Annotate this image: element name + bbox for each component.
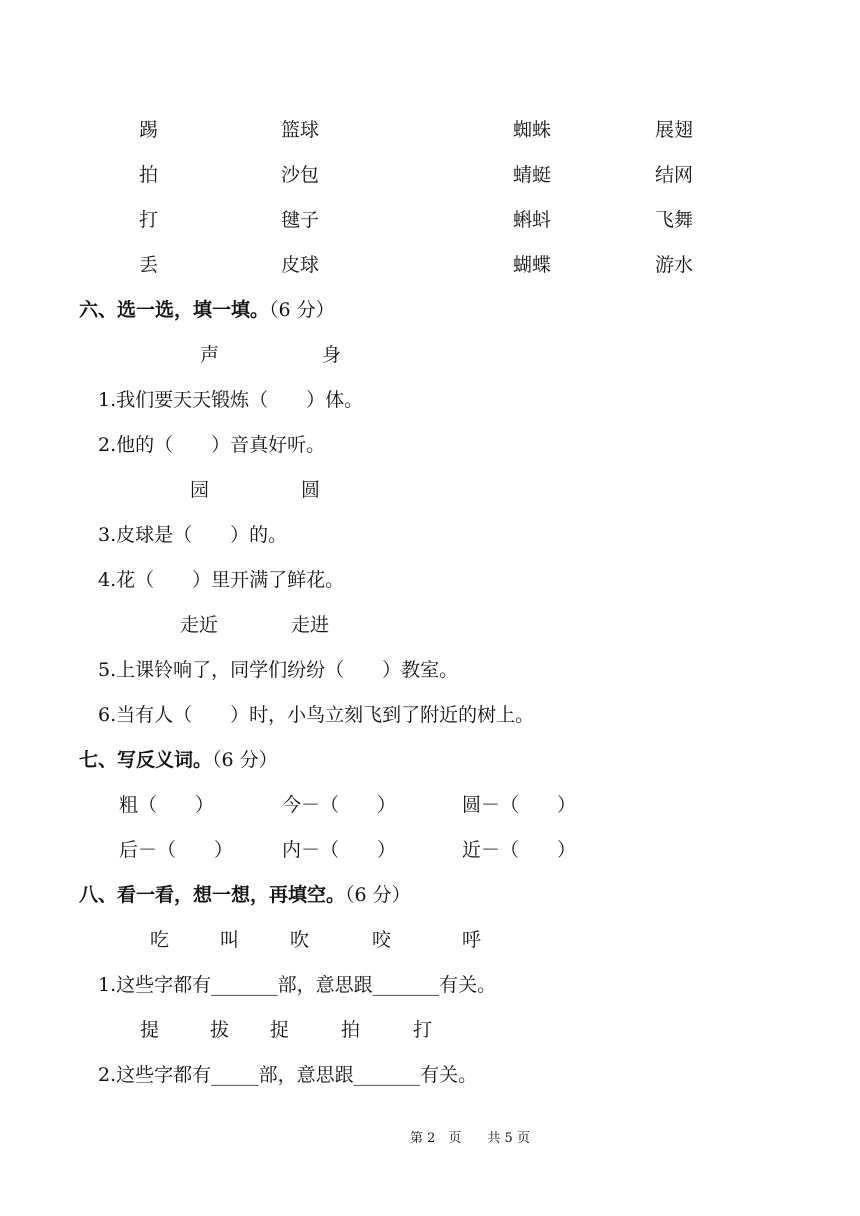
section6-title: 六、选一选，填一填。 — [79, 299, 270, 321]
mouth-radical-char: 叫 — [220, 929, 240, 951]
left-action-2: 拍 — [139, 164, 159, 186]
section8-title: 八、看一看，想一想，再填空。 — [79, 884, 346, 906]
left-object-4: 皮球 — [281, 254, 320, 276]
antonym-item: 后－（ ） — [119, 839, 234, 861]
section7-heading — [79, 745, 278, 772]
antonym-item: 粗（ ） — [119, 794, 215, 816]
antonym-item: 近－（ ） — [462, 839, 577, 861]
hand-radical-char: 打 — [413, 1019, 433, 1041]
section6-option-shen: 身 — [322, 344, 342, 366]
left-object-2: 沙包 — [281, 164, 320, 186]
section6-option-yuan2: 圆 — [301, 479, 321, 501]
section7-score: （6 分） — [212, 749, 278, 771]
right-action-3: 飞舞 — [655, 209, 694, 231]
section8-question-1: 1.这些字都有_______部，意思跟_______有关。 — [98, 974, 497, 996]
section6-heading — [79, 295, 335, 322]
hand-radical-char: 拔 — [210, 1019, 230, 1041]
left-object-3: 毽子 — [281, 209, 320, 231]
section6-question-5: 5.上课铃响了，同学们纷纷（ ）教室。 — [98, 659, 459, 681]
antonym-item: 今－（ ） — [282, 794, 397, 816]
section6-question-2: 2.他的（ ）音真好听。 — [98, 434, 326, 456]
section7-title: 七、写反义词。 — [79, 749, 213, 771]
antonym-item: 圆－（ ） — [462, 794, 577, 816]
left-action-3: 打 — [139, 209, 159, 231]
left-action-4: 丢 — [139, 254, 159, 276]
section6-option-zoujin1: 走近 — [180, 614, 219, 636]
left-object-1: 篮球 — [281, 119, 320, 141]
left-action-1: 踢 — [139, 119, 159, 141]
section6-option-yuan1: 园 — [190, 479, 210, 501]
mouth-radical-char: 咬 — [372, 929, 392, 951]
section6-option-zoujin2: 走进 — [291, 614, 330, 636]
right-insect-4: 蝴蝶 — [513, 254, 552, 276]
antonym-item: 内－（ ） — [282, 839, 397, 861]
mouth-radical-char: 呼 — [462, 929, 482, 951]
page-footer: 第 2 页 共 5 页 — [410, 1131, 530, 1146]
section8-score: （6 分） — [345, 884, 411, 906]
hand-radical-char: 拍 — [341, 1019, 361, 1041]
section6-option-sheng: 声 — [200, 344, 220, 366]
section6-question-6: 6.当有人（ ）时，小鸟立刻飞到了附近的树上。 — [98, 704, 535, 726]
mouth-radical-char: 吹 — [290, 929, 310, 951]
section6-question-1: 1.我们要天天锻炼（ ）体。 — [98, 389, 364, 411]
section6-question-4: 4.花（ ）里开满了鲜花。 — [98, 569, 345, 591]
mouth-radical-char: 吃 — [150, 929, 170, 951]
section8-question-2: 2.这些字都有_____部，意思跟_______有关。 — [98, 1064, 478, 1086]
section6-question-3: 3.皮球是（ ）的。 — [98, 524, 288, 546]
right-action-2: 结网 — [655, 164, 694, 186]
right-action-1: 展翅 — [655, 119, 694, 141]
section6-score: （6 分） — [269, 299, 335, 321]
section8-heading — [79, 880, 411, 907]
hand-radical-char: 提 — [140, 1019, 160, 1041]
hand-radical-char: 捉 — [270, 1019, 290, 1041]
right-insect-2: 蜻蜓 — [513, 164, 552, 186]
right-action-4: 游水 — [655, 254, 694, 276]
right-insect-3: 蝌蚪 — [513, 209, 552, 231]
right-insect-1: 蜘蛛 — [513, 119, 552, 141]
